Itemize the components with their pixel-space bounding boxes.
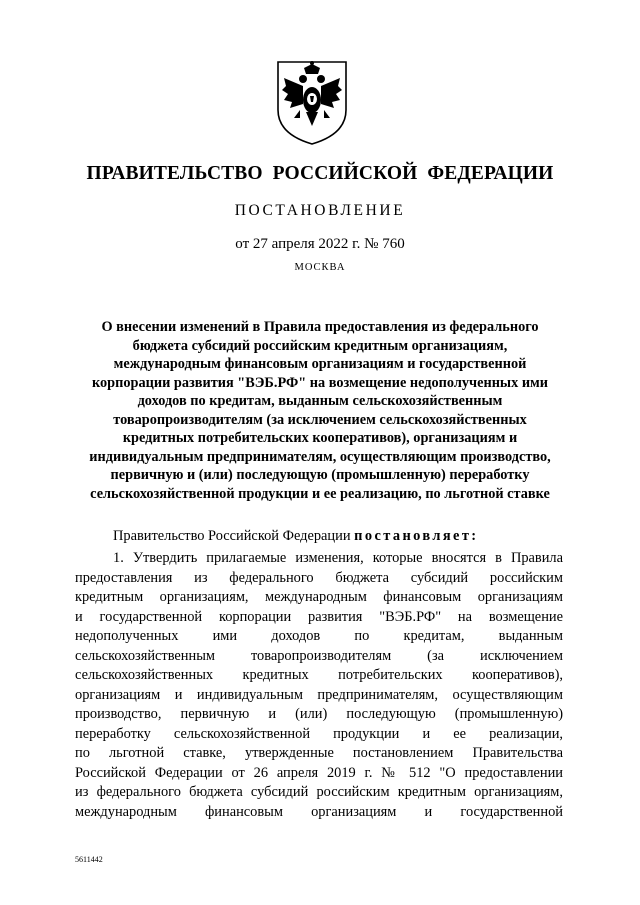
document-heading — [60, 318, 580, 503]
document-date-number: от 27 апреля 2022 г. № 760 — [235, 236, 405, 252]
body-line: из федерального бюджета субсидий российским кредитным организациям, — [75, 784, 563, 800]
body-line: предоставления из федерального бюджета субсидий российским — [75, 569, 563, 586]
heading-line: бюджета субсидий российским кредитным организациям, — [132, 337, 508, 354]
heading-line: сельскохозяйственной продукции и ее реализацию, по льготной ставке — [90, 485, 550, 502]
body-line: международным финансовым организациям и государственной — [75, 803, 563, 820]
document-city: МОСКВА — [294, 262, 346, 273]
heading-line: товаропроизводителям (за исключением сельскохозяйственных — [113, 411, 527, 428]
preamble-subject: Правительство Российской Федерации — [113, 528, 351, 544]
document-type: ПОСТАНОВЛЕНИЕ — [234, 202, 406, 219]
heading-line: индивидуальным предпринимателям, осуществляющим производство, — [89, 448, 551, 465]
body-line: организациям и индивидуальным предпринимателям, осуществляющим — [75, 686, 563, 703]
body-line: и государственной корпорации развития "ВЭБ.РФ" на возмещение — [75, 608, 563, 625]
preamble-verb: постановляет: — [354, 528, 479, 544]
body-line: сельскохозяйственным товаропроизводителям (за исключением — [75, 647, 563, 664]
document-code: 5611442 — [75, 855, 103, 864]
heading-line: доходов по кредитам, выданным сельскохозяйственным — [137, 393, 503, 409]
preamble — [113, 528, 479, 545]
heading-line: корпорации развития "ВЭБ.РФ" на возмещение недополученных ими — [91, 374, 549, 391]
body-line: Российской Федерации от 26 апреля 2019 г. № 512 "О предоставлении — [75, 764, 563, 781]
government-title: ПРАВИТЕЛЬСТВО РОССИЙСКОЙ ФЕДЕРАЦИИ — [86, 163, 554, 184]
body-line: 1. Утвердить прилагаемые изменения, которые вносятся в Правила — [113, 550, 563, 566]
heading-line: первичную и (или) последующую (промышленную) переработку — [110, 467, 530, 483]
heading-line: международным финансовым организациям и государственной — [113, 356, 527, 372]
body-line: переработку сельскохозяйственной продукции и ее реализации, — [75, 725, 563, 742]
body-line: кредитным организациям, международным финансовым организациям — [75, 589, 563, 605]
body-text — [75, 549, 563, 822]
body-line: производство, первичную и (или) последующую (промышленную) — [75, 706, 563, 722]
body-line: по льготной ставке, утвержденные постановлением Правительства — [75, 745, 563, 761]
coat-of-arms-icon — [270, 52, 354, 148]
heading-line: О внесении изменений в Правила предоставления из федерального — [101, 319, 539, 335]
body-line: сельскохозяйственных кредитных потребительских кооперативов), — [75, 667, 563, 683]
body-line: недополученных ими доходов по кредитам, выданным — [75, 628, 563, 644]
heading-line: кредитных потребительских кооперативов), организациям и — [122, 430, 518, 446]
